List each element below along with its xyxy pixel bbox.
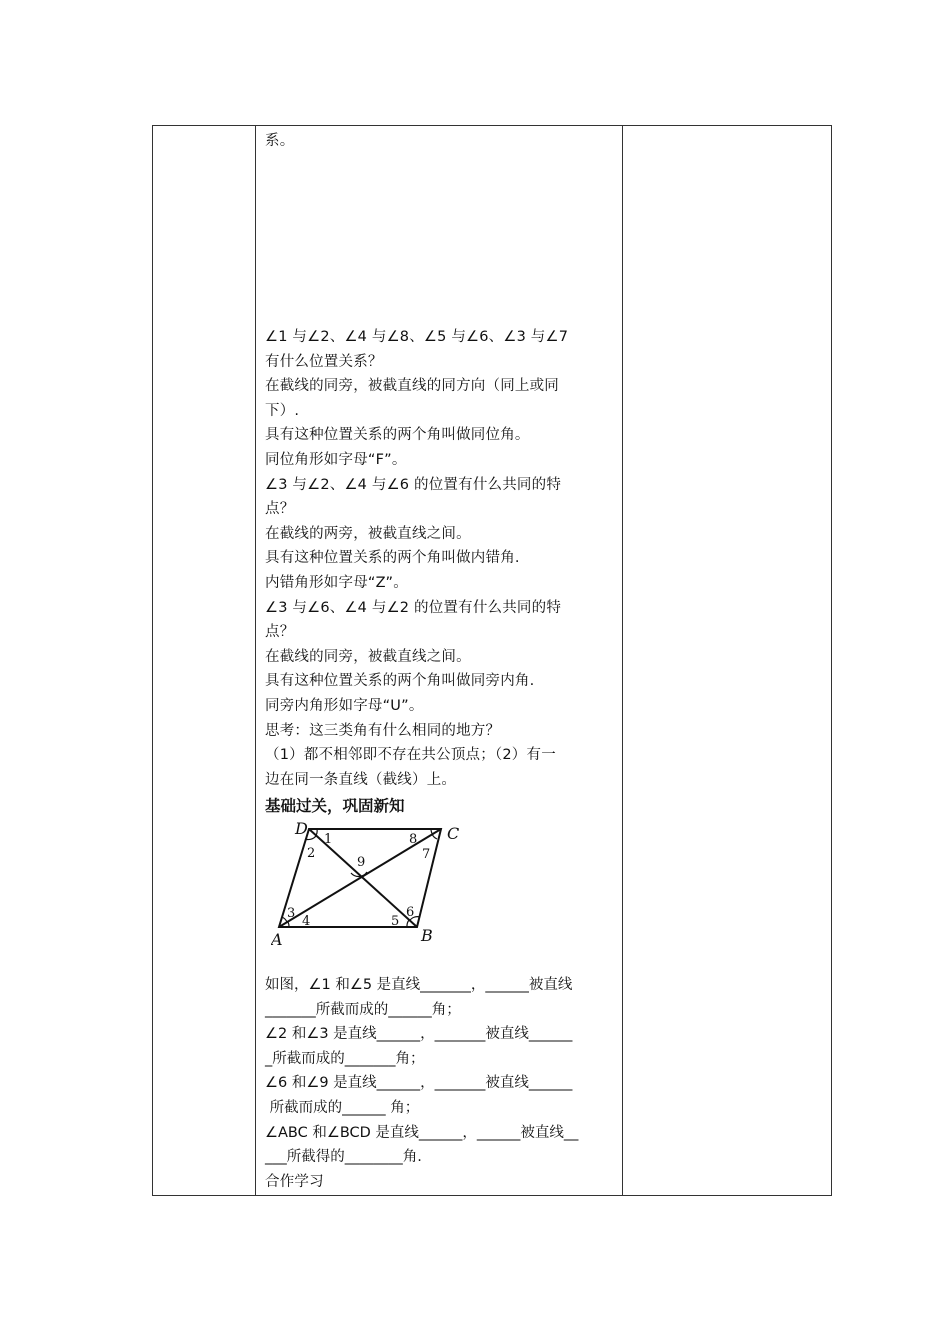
exercise-block xyxy=(265,973,578,1194)
text-line: 具有这种位置关系的两个角叫做同位角。 xyxy=(265,427,530,444)
angle-label: 7 xyxy=(422,847,431,862)
exercise-line: ∠2 和∠3 是直线______，_______被直线______ xyxy=(265,1026,573,1043)
exercise-line: ∠ABC 和∠BCD 是直线______，______被直线__ xyxy=(265,1124,579,1141)
text-line: 具有这种位置关系的两个角叫做内错角. xyxy=(265,550,520,567)
exercise-line: 所截而成的______ 角； xyxy=(265,1099,420,1116)
angle-label: 5 xyxy=(391,914,400,929)
column-divider-left xyxy=(255,126,256,1195)
text-line: 在截线的同旁，被截直线之间。 xyxy=(265,648,471,665)
angle-label: 2 xyxy=(307,846,316,861)
text-line: 同旁内角形如字母“U”。 xyxy=(265,697,424,714)
exercise-line: ___所截得的________角. xyxy=(265,1149,422,1166)
angle-labels xyxy=(287,832,430,929)
section-heading: 基础过关，巩固新知 xyxy=(265,797,405,816)
angle-label: 8 xyxy=(409,832,418,847)
vertex-label-d: D xyxy=(295,821,308,838)
exercise-line: _所截而成的_______角； xyxy=(265,1050,425,1067)
text-line: 在截线的两旁，被截直线之间。 xyxy=(265,525,471,542)
angle-label: 9 xyxy=(357,855,366,870)
parallelogram-figure xyxy=(271,821,485,951)
text-line: 边在同一条直线（截线）上。 xyxy=(265,771,457,788)
text-line: 在截线的同旁，被截直线的同方向（同上或同 xyxy=(265,378,559,395)
text-line: 具有这种位置关系的两个角叫做同旁内角. xyxy=(265,673,535,690)
exercise-line: ∠6 和∠9 是直线______，_______被直线______ xyxy=(265,1075,573,1092)
exercise-line: _______所截而成的______角； xyxy=(265,1001,461,1018)
text-line: 点？ xyxy=(265,501,295,518)
text-line: 有什么位置关系？ xyxy=(265,353,383,370)
vertex-label-b: B xyxy=(421,926,433,945)
vertex-label-a: A xyxy=(271,930,283,949)
concept-text-block xyxy=(265,325,568,819)
vertex-label-c: C xyxy=(447,824,460,843)
text-line: 点？ xyxy=(265,624,295,641)
text-line: ∠3 与∠2、∠4 与∠6 的位置有什么共同的特 xyxy=(265,476,562,493)
text-line: 内错角形如字母“Z”。 xyxy=(265,574,408,591)
text-line: ∠1 与∠2、∠4 与∠8、∠5 与∠6、∠3 与∠7 xyxy=(265,329,569,345)
angle-arc xyxy=(407,920,409,927)
cooperative-learning-label: 合作学习 xyxy=(265,1173,324,1190)
text-line: ∠3 与∠6、∠4 与∠2 的位置有什么共同的特 xyxy=(265,599,562,616)
angle-label: 4 xyxy=(302,914,311,929)
lesson-table xyxy=(152,125,832,1196)
vertex-labels xyxy=(271,821,459,949)
top-fragment-text: 系。 xyxy=(265,133,295,149)
angle-arc xyxy=(432,834,437,839)
angle-label: 3 xyxy=(287,906,296,921)
column-divider-right xyxy=(622,126,623,1195)
exercise-line: 如图，∠1 和∠5 是直线_______，______被直线 xyxy=(265,977,573,993)
angle-label: 1 xyxy=(324,832,333,847)
text-line: 下）. xyxy=(265,402,300,419)
text-line: 同位角形如字母“F”。 xyxy=(265,451,407,468)
text-line: 思考：这三类角有什么相同的地方？ xyxy=(265,722,501,739)
angle-label: 6 xyxy=(406,905,415,920)
text-line: （1）都不相邻即不存在共公顶点；（2）有一 xyxy=(265,747,556,764)
